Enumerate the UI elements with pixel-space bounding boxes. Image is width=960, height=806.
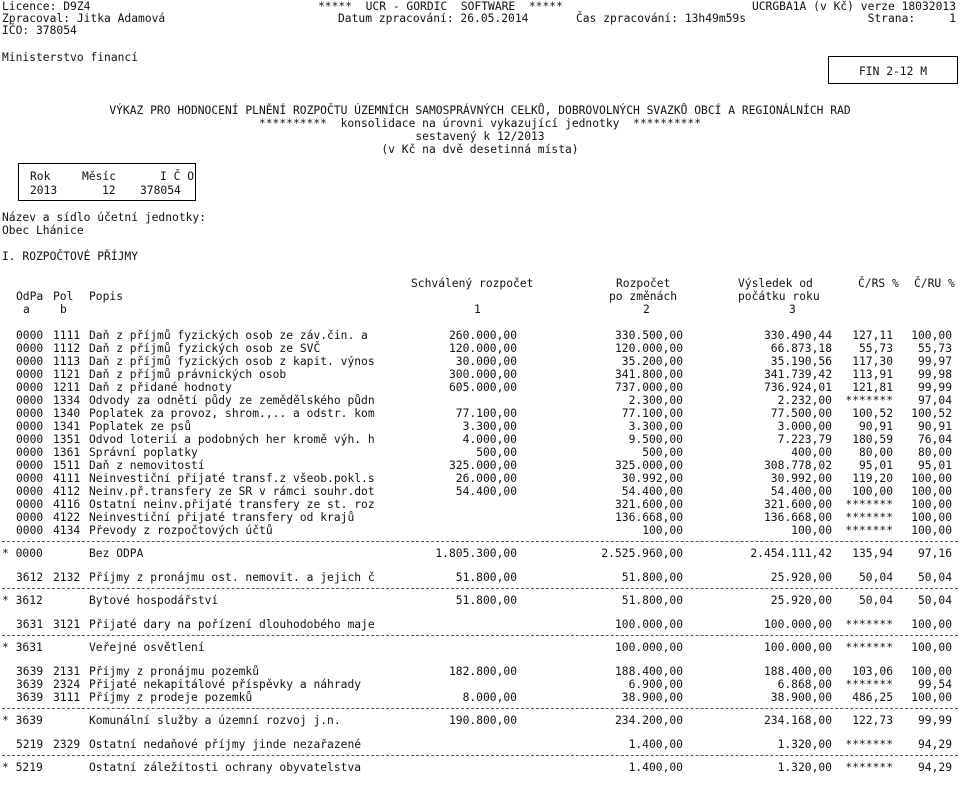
popis-cell: Příjmy z pronájmu ost. nemovit. a jejich č xyxy=(89,571,375,584)
result-cell: 736.924,01 xyxy=(763,381,832,394)
result-cell: 66.873,18 xyxy=(770,342,832,355)
crs-cell: 100,52 xyxy=(852,407,893,420)
result-cell: 1.320,00 xyxy=(777,761,832,774)
popis-cell: Ostatní nedaňové příjmy jinde nezařazené xyxy=(89,738,362,751)
col-odpa: OdPa xyxy=(16,290,44,303)
pol-cell: 1340 xyxy=(53,407,81,420)
table-row xyxy=(0,678,960,691)
cru-cell: 99,99 xyxy=(917,714,952,727)
result-cell: 1.320,00 xyxy=(777,738,832,751)
adjusted-budget-cell: 6.900,00 xyxy=(628,678,683,691)
odpa-cell: 0000 xyxy=(16,329,44,342)
adjusted-budget-cell: 35.200,00 xyxy=(621,355,683,368)
odpa-cell: 0000 xyxy=(16,472,44,485)
software-text: ***** UCR - GORDIC SOFTWARE ***** xyxy=(318,0,563,13)
odpa-cell: 3639 xyxy=(16,665,44,678)
table-subtotal-row xyxy=(0,547,960,560)
adjusted-budget-cell: 120.000,00 xyxy=(614,342,683,355)
table-row xyxy=(0,511,960,524)
pol-cell: 4112 xyxy=(53,485,81,498)
crs-cell: 55,73 xyxy=(858,342,893,355)
popis-cell: Veřejné osvětlení xyxy=(89,641,205,654)
popis-cell: Daň z přidané hodnoty xyxy=(89,381,232,394)
adjusted-budget-cell: 500,00 xyxy=(642,446,683,459)
dashed-separator xyxy=(2,708,958,709)
popis-cell: Daň z příjmů fyzických osob ze záv.čin. a xyxy=(89,329,368,342)
adjusted-budget-cell: 341.800,00 xyxy=(614,368,683,381)
form-code: FIN 2-12 M xyxy=(858,65,927,78)
cru-cell: 80,00 xyxy=(917,446,952,459)
adjusted-budget-cell: 9.500,00 xyxy=(628,433,683,446)
odpa-cell: 3612 xyxy=(16,571,44,584)
odpa-cell: 3631 xyxy=(16,618,44,631)
odpa-cell: 0000 xyxy=(16,342,44,355)
table-row xyxy=(0,329,960,342)
result-cell: 30.992,00 xyxy=(770,472,832,485)
cru-cell: 50,04 xyxy=(917,571,952,584)
dashed-separator xyxy=(2,541,958,542)
pol-cell: 1361 xyxy=(53,446,81,459)
adjusted-budget-cell: 54.400,00 xyxy=(621,485,683,498)
pol-cell: 4111 xyxy=(53,472,81,485)
cru-cell: 94,29 xyxy=(917,738,952,751)
crs-cell: 180,59 xyxy=(852,433,893,446)
col-a: a xyxy=(23,303,30,316)
ico-text: IČO: 378054 xyxy=(2,24,77,37)
pol-cell: 2132 xyxy=(53,571,81,584)
approved-budget-cell: 325.000,00 xyxy=(448,459,517,472)
cru-cell: 100,00 xyxy=(911,485,952,498)
result-cell: 2.232,00 xyxy=(777,394,832,407)
pol-cell: 2329 xyxy=(53,738,81,751)
cru-cell: 100,00 xyxy=(911,641,952,654)
popis-cell: Daň z příjmů právnických osob xyxy=(89,368,287,381)
adjusted-budget-cell: 1.400,00 xyxy=(628,738,683,751)
crs-cell: ******* xyxy=(845,641,893,654)
approved-budget-cell: 51.800,00 xyxy=(455,571,517,584)
adjusted-budget-cell: 2.525.960,00 xyxy=(601,547,683,560)
odpa-cell: 0000 xyxy=(16,446,44,459)
popis-cell: Ostatní záležitosti ochrany obyvatelstva xyxy=(89,761,362,774)
result-cell: 330.490,44 xyxy=(763,329,832,342)
table-row xyxy=(0,485,960,498)
table-row xyxy=(0,394,960,407)
crs-cell: ******* xyxy=(845,738,893,751)
result-cell: 25.920,00 xyxy=(770,594,832,607)
cru-cell: 99,54 xyxy=(917,678,952,691)
popis-cell: Příjmy z prodeje pozemků xyxy=(89,691,253,704)
approved-budget-cell: 500,00 xyxy=(476,446,517,459)
dashed-separator xyxy=(2,588,958,589)
adjusted-budget-cell: 325.000,00 xyxy=(614,459,683,472)
cru-cell: 97,04 xyxy=(917,394,952,407)
popis-cell: Odvod loterií a podobných her kromě výh. h xyxy=(89,433,375,446)
approved-budget-cell: 51.800,00 xyxy=(455,594,517,607)
processing-time: Čas zpracování: 13h49m59s xyxy=(576,12,747,25)
adjusted-budget-cell: 234.200,00 xyxy=(614,714,683,727)
approved-budget-cell: 260.000,00 xyxy=(448,329,517,342)
table-row xyxy=(0,433,960,446)
adjusted-budget-cell: 2.300,00 xyxy=(628,394,683,407)
pol-cell: 2131 xyxy=(53,665,81,678)
cru-cell: 99,97 xyxy=(917,355,952,368)
pol-cell: 1211 xyxy=(53,381,81,394)
pol-cell: 1111 xyxy=(53,329,81,342)
result-cell: 234.168,00 xyxy=(763,714,832,727)
cru-cell: 100,00 xyxy=(911,691,952,704)
cru-cell: 95,01 xyxy=(917,459,952,472)
pol-cell: 4122 xyxy=(53,511,81,524)
licence-text: Licence: D9Z4 xyxy=(2,0,91,13)
adjusted-budget-cell: 737.000,00 xyxy=(614,381,683,394)
crs-cell: ******* xyxy=(845,511,893,524)
approved-budget-cell: 182.800,00 xyxy=(448,665,517,678)
pol-cell: 3111 xyxy=(53,691,81,704)
adjusted-budget-cell: 100.000,00 xyxy=(614,641,683,654)
popis-cell: Příjmy z pronájmu pozemků xyxy=(89,665,260,678)
report-date: sestavený k 12/2013 xyxy=(415,130,545,143)
pol-cell: 3121 xyxy=(53,618,81,631)
crs-cell: 122,73 xyxy=(852,714,893,727)
odpa-cell: 3639 xyxy=(16,678,44,691)
odpa-cell: * 3612 xyxy=(2,594,43,607)
table-row xyxy=(0,407,960,420)
odpa-cell: 0000 xyxy=(16,511,44,524)
odpa-cell: 0000 xyxy=(16,498,44,511)
crs-cell: ******* xyxy=(845,618,893,631)
odpa-cell: 0000 xyxy=(16,420,44,433)
adjusted-budget-cell: 51.800,00 xyxy=(621,571,683,584)
crs-cell: ******* xyxy=(845,761,893,774)
processed-by-text: Zpracoval: Jitka Adamová xyxy=(2,12,166,25)
result-cell: 100,00 xyxy=(791,524,832,537)
report-title: VÝKAZ PRO HODNOCENÍ PLNĚNÍ ROZPOČTU ÚZEMNÍCH SAMOSPRÁVNÝCH CELKŮ, DOBROVOLNÝCH SVAZKŮ OBCÍ A REGIONÁLNÍCH RAD xyxy=(109,104,851,117)
col-1: 1 xyxy=(474,303,481,316)
result-cell: 136.668,00 xyxy=(763,511,832,524)
odpa-cell: 5219 xyxy=(16,738,44,751)
result-cell: 54.400,00 xyxy=(770,485,832,498)
result-cell: 7.223,79 xyxy=(777,433,832,446)
form-code-box xyxy=(828,56,958,84)
cru-cell: 99,99 xyxy=(917,381,952,394)
crs-cell: 103,06 xyxy=(852,665,893,678)
odpa-cell: 0000 xyxy=(16,355,44,368)
cru-cell: 100,00 xyxy=(911,498,952,511)
col-b: b xyxy=(60,303,67,316)
cru-cell: 100,00 xyxy=(911,511,952,524)
popis-cell: Přijaté nekapitálové příspěvky a náhrady xyxy=(89,678,362,691)
odpa-cell: 0000 xyxy=(16,485,44,498)
adjusted-budget-cell: 1.400,00 xyxy=(628,761,683,774)
cru-cell: 100,00 xyxy=(911,524,952,537)
popis-cell: Komunální služby a územní rozvoj j.n. xyxy=(89,714,341,727)
approved-budget-cell: 26.000,00 xyxy=(455,472,517,485)
result-cell: 2.454.111,42 xyxy=(750,547,832,560)
result-cell: 321.600,00 xyxy=(763,498,832,511)
cru-cell: 90,91 xyxy=(917,420,952,433)
table-subtotal-row xyxy=(0,714,960,727)
pol-cell: 1113 xyxy=(53,355,81,368)
cru-cell: 99,98 xyxy=(917,368,952,381)
crs-cell: 113,91 xyxy=(852,368,893,381)
pol-cell: 2324 xyxy=(53,678,81,691)
table-row xyxy=(0,446,960,459)
table-row xyxy=(0,571,960,584)
odpa-cell: 0000 xyxy=(16,394,44,407)
col-3: 3 xyxy=(789,303,796,316)
odpa-cell: 3639 xyxy=(16,691,44,704)
ministry-text: Ministerstvo financí xyxy=(2,51,139,64)
popis-cell: Ostatní neinv.přijaté transfery ze st. roz xyxy=(89,498,375,511)
popis-cell: Neinvestiční přijaté transf.z všeob.pokl.s xyxy=(89,472,375,485)
result-cell: 25.920,00 xyxy=(770,571,832,584)
result-cell: 6.868,00 xyxy=(777,678,832,691)
pol-cell: 1351 xyxy=(53,433,81,446)
approved-budget-cell: 605.000,00 xyxy=(448,381,517,394)
cru-cell: 100,00 xyxy=(911,472,952,485)
adjusted-budget-cell: 188.400,00 xyxy=(614,665,683,678)
crs-cell: ******* xyxy=(845,524,893,537)
approved-budget-cell: 300.000,00 xyxy=(448,368,517,381)
odpa-cell: * 3639 xyxy=(2,714,43,727)
crs-cell: 127,11 xyxy=(852,329,893,342)
approved-budget-cell: 8.000,00 xyxy=(462,691,517,704)
pol-cell: 1121 xyxy=(53,368,81,381)
popis-cell: Správní poplatky xyxy=(89,446,198,459)
table-row xyxy=(0,368,960,381)
result-cell: 38.900,00 xyxy=(770,691,832,704)
crs-cell: 121,81 xyxy=(852,381,893,394)
col-2: 2 xyxy=(643,303,650,316)
result-cell: 188.400,00 xyxy=(763,665,832,678)
result-cell: 100.000,00 xyxy=(763,618,832,631)
odpa-cell: 0000 xyxy=(16,459,44,472)
popis-cell: Poplatek za provoz, shrom.,.. a odstr. kom xyxy=(89,407,375,420)
popis-cell: Bez ODPA xyxy=(89,547,144,560)
pol-cell: 1334 xyxy=(53,394,81,407)
result-cell: 77.500,00 xyxy=(770,407,832,420)
table-row xyxy=(0,738,960,751)
approved-budget-cell: 4.000,00 xyxy=(462,433,517,446)
col-pol: Pol xyxy=(53,290,74,303)
pol-cell: 1341 xyxy=(53,420,81,433)
approved-budget-cell: 120.000,00 xyxy=(448,342,517,355)
popis-cell: Převody z rozpočtových účtů xyxy=(89,524,273,537)
popis-cell: Daň z nemovitostí xyxy=(89,459,205,472)
table-row xyxy=(0,459,960,472)
col-pocatku: počátku roku xyxy=(738,290,820,303)
odpa-cell: 0000 xyxy=(16,524,44,537)
adjusted-budget-cell: 321.600,00 xyxy=(614,498,683,511)
cru-cell: 100,52 xyxy=(911,407,952,420)
version-text: UCRGBA1A (v Kč) verze 18032013 xyxy=(751,0,956,13)
dashed-separator xyxy=(2,755,958,756)
crs-cell: 100,00 xyxy=(852,485,893,498)
section-title: I. ROZPOČTOVÉ PŘÍJMY xyxy=(2,250,139,263)
cru-cell: 100,00 xyxy=(911,665,952,678)
cru-cell: 76,04 xyxy=(917,433,952,446)
processing-date: Datum zpracování: 26.05.2014 xyxy=(338,12,529,25)
table-subtotal-row xyxy=(0,761,960,774)
adjusted-budget-cell: 330.500,00 xyxy=(614,329,683,342)
adjusted-budget-cell: 77.100,00 xyxy=(621,407,683,420)
report-units: (v Kč na dvě desetinná místa) xyxy=(381,143,579,156)
ico-value: 378054 xyxy=(140,184,181,197)
crs-cell: 119,20 xyxy=(852,472,893,485)
result-cell: 341.739,42 xyxy=(763,368,832,381)
crs-cell: 50,04 xyxy=(858,571,893,584)
adjusted-budget-cell: 30.992,00 xyxy=(621,472,683,485)
crs-cell: 80,00 xyxy=(858,446,893,459)
table-row xyxy=(0,618,960,631)
table-subtotal-row xyxy=(0,641,960,654)
rok-value: 2013 xyxy=(30,184,58,197)
col-crs: Č/RS % xyxy=(858,277,899,290)
table-subtotal-row xyxy=(0,594,960,607)
table-row xyxy=(0,524,960,537)
cru-cell: 55,73 xyxy=(917,342,952,355)
table-row xyxy=(0,355,960,368)
crs-cell: 117,30 xyxy=(852,355,893,368)
pol-cell: 4116 xyxy=(53,498,81,511)
approved-budget-cell: 30.000,00 xyxy=(455,355,517,368)
crs-cell: 135,94 xyxy=(852,547,893,560)
adjusted-budget-cell: 38.900,00 xyxy=(621,691,683,704)
popis-cell: Daň z příjmů fyzických osob z kapit. výnos xyxy=(89,355,375,368)
cru-cell: 94,29 xyxy=(917,761,952,774)
col-schvaleny: Schválený rozpočet xyxy=(411,277,534,290)
dashed-separator xyxy=(2,635,958,636)
crs-cell: 486,25 xyxy=(852,691,893,704)
result-cell: 308.778,02 xyxy=(763,459,832,472)
adjusted-budget-cell: 100.000,00 xyxy=(614,618,683,631)
table-row xyxy=(0,691,960,704)
entity-name: Obec Lhánice xyxy=(2,224,84,237)
table-row xyxy=(0,381,960,394)
table-row xyxy=(0,498,960,511)
table-row xyxy=(0,420,960,433)
adjusted-budget-cell: 136.668,00 xyxy=(614,511,683,524)
adjusted-budget-cell: 51.800,00 xyxy=(621,594,683,607)
crs-cell: ******* xyxy=(845,394,893,407)
odpa-cell: * 0000 xyxy=(2,547,43,560)
popis-cell: Přijaté dary na pořízení dlouhodobého maje xyxy=(89,618,375,631)
popis-cell: Poplatek ze psů xyxy=(89,420,192,433)
table-row xyxy=(0,472,960,485)
odpa-cell: * 5219 xyxy=(2,761,43,774)
crs-cell: ******* xyxy=(845,678,893,691)
crs-cell: 50,04 xyxy=(858,594,893,607)
pol-cell: 4134 xyxy=(53,524,81,537)
mesic-label: Měsíc xyxy=(82,170,117,183)
popis-cell: Odvody za odnětí půdy ze zemědělského půdn xyxy=(89,394,375,407)
popis-cell: Neinv.př.transfery ze SR v rámci souhr.dot xyxy=(89,485,375,498)
mesic-value: 12 xyxy=(102,184,116,197)
odpa-cell: 0000 xyxy=(16,381,44,394)
table-row xyxy=(0,665,960,678)
odpa-cell: 0000 xyxy=(16,407,44,420)
popis-cell: Neinvestiční přijaté transfery od krajů xyxy=(89,511,355,524)
col-vysledek: Výsledek od xyxy=(738,277,813,290)
pol-cell: 1511 xyxy=(53,459,81,472)
col-rozpocet: Rozpočet xyxy=(616,277,671,290)
popis-cell: Daň z příjmů fyzických osob ze SVČ xyxy=(89,342,321,355)
crs-cell: 95,01 xyxy=(858,459,893,472)
cru-cell: 100,00 xyxy=(911,618,952,631)
col-popis: Popis xyxy=(89,290,124,303)
page-number: Strana: 1 xyxy=(867,12,956,25)
odpa-cell: 0000 xyxy=(16,368,44,381)
table-row xyxy=(0,342,960,355)
cru-cell: 50,04 xyxy=(917,594,952,607)
cru-cell: 97,16 xyxy=(917,547,952,560)
pol-cell: 1112 xyxy=(53,342,81,355)
crs-cell: ******* xyxy=(845,498,893,511)
entity-label: Název a sídlo účetní jednotky: xyxy=(2,211,207,224)
result-cell: 3.000,00 xyxy=(777,420,832,433)
odpa-cell: 0000 xyxy=(16,433,44,446)
result-cell: 400,00 xyxy=(791,446,832,459)
rok-label: Rok xyxy=(30,170,51,183)
cru-cell: 100,00 xyxy=(911,329,952,342)
adjusted-budget-cell: 3.300,00 xyxy=(628,420,683,433)
result-cell: 100.000,00 xyxy=(763,641,832,654)
adjusted-budget-cell: 100,00 xyxy=(642,524,683,537)
popis-cell: Bytové hospodářství xyxy=(89,594,219,607)
approved-budget-cell: 1.805.300,00 xyxy=(435,547,517,560)
result-cell: 35.190,56 xyxy=(770,355,832,368)
approved-budget-cell: 3.300,00 xyxy=(462,420,517,433)
approved-budget-cell: 190.800,00 xyxy=(448,714,517,727)
ico-label: I Č O xyxy=(160,170,195,183)
col-cru: Č/RU % xyxy=(914,277,955,290)
approved-budget-cell: 77.100,00 xyxy=(455,407,517,420)
odpa-cell: * 3631 xyxy=(2,641,43,654)
col-po-zmenach: po změnách xyxy=(609,290,678,303)
approved-budget-cell: 54.400,00 xyxy=(455,485,517,498)
crs-cell: 90,91 xyxy=(858,420,893,433)
report-subtitle: ********** konsolidace na úrovni vykazující jednotky ********** xyxy=(258,117,702,130)
